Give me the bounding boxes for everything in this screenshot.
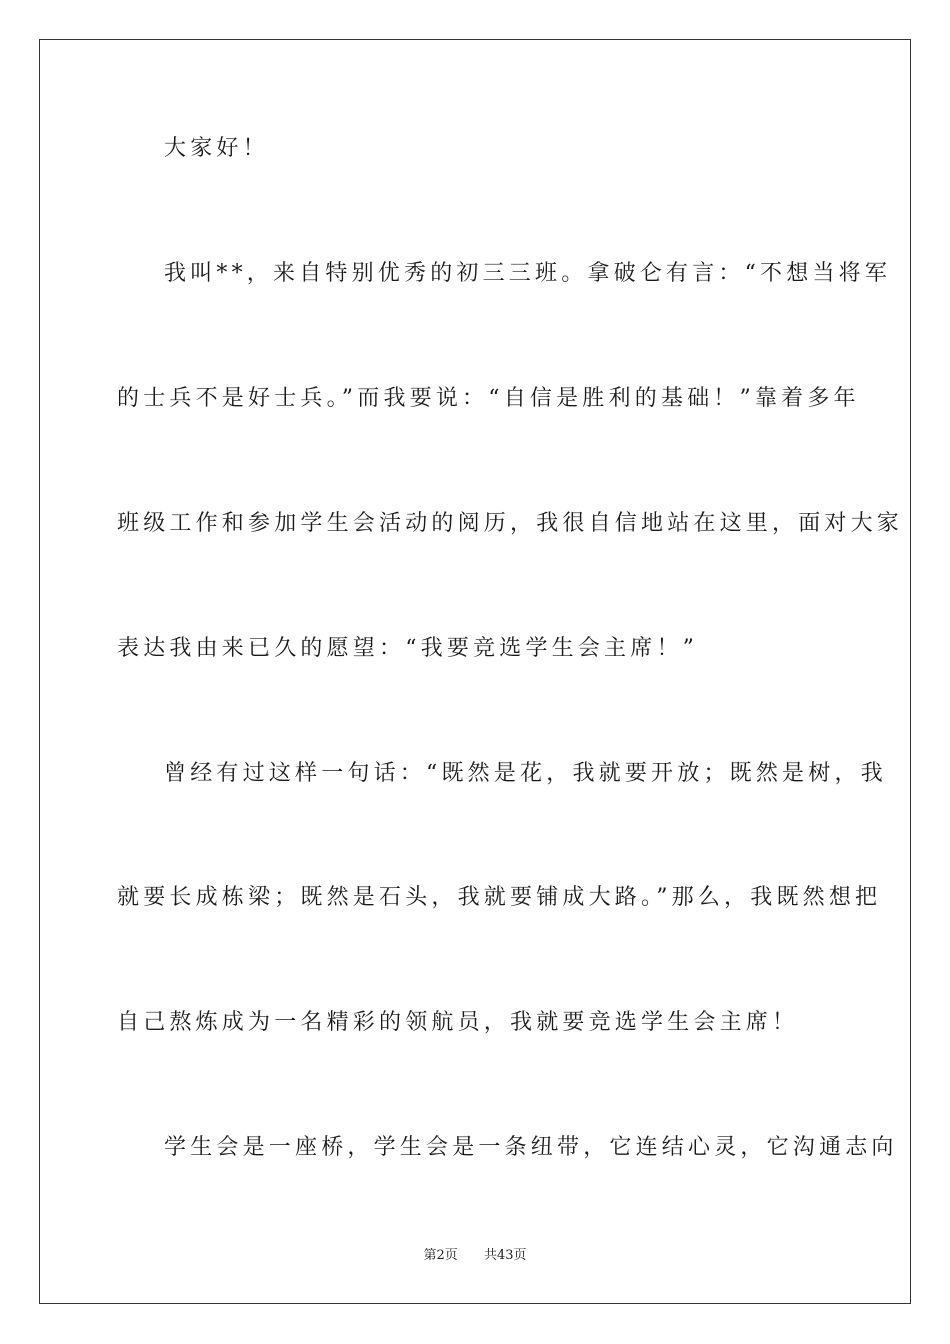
paragraph-line-3: 的士兵不是好士兵。”而我要说：“自信是胜利的基础！”靠着多年	[117, 386, 860, 411]
paragraph-line-5: 表达我由来已久的愿望：“我要竞选学生会主席！”	[117, 636, 699, 661]
paragraph-line-6: 曾经有过这样一句话：“既然是花，我就要开放；既然是树，我	[164, 761, 887, 786]
paragraph-line-1: 大家好！	[164, 136, 269, 161]
paragraph-line-8: 自己熬炼成为一名精彩的领航员，我就要竞选学生会主席！	[117, 1010, 799, 1035]
paragraph-line-7: 就要长成栋梁；既然是石头，我就要铺成大路。”那么，我既然想把	[117, 885, 882, 910]
paragraph-line-4: 班级工作和参加学生会活动的阅历，我很自信地站在这里，面对大家	[117, 511, 904, 536]
page-border	[39, 39, 911, 1304]
page-number: 第2页	[423, 1248, 458, 1263]
paragraph-line-2: 我叫**，来自特别优秀的初三三班。拿破仑有言：“不想当将军	[164, 261, 892, 286]
page-footer	[0, 1247, 950, 1265]
page-total: 共43页	[484, 1248, 527, 1263]
paragraph-line-9: 学生会是一座桥，学生会是一条纽带，它连结心灵，它沟通志向	[164, 1135, 898, 1160]
